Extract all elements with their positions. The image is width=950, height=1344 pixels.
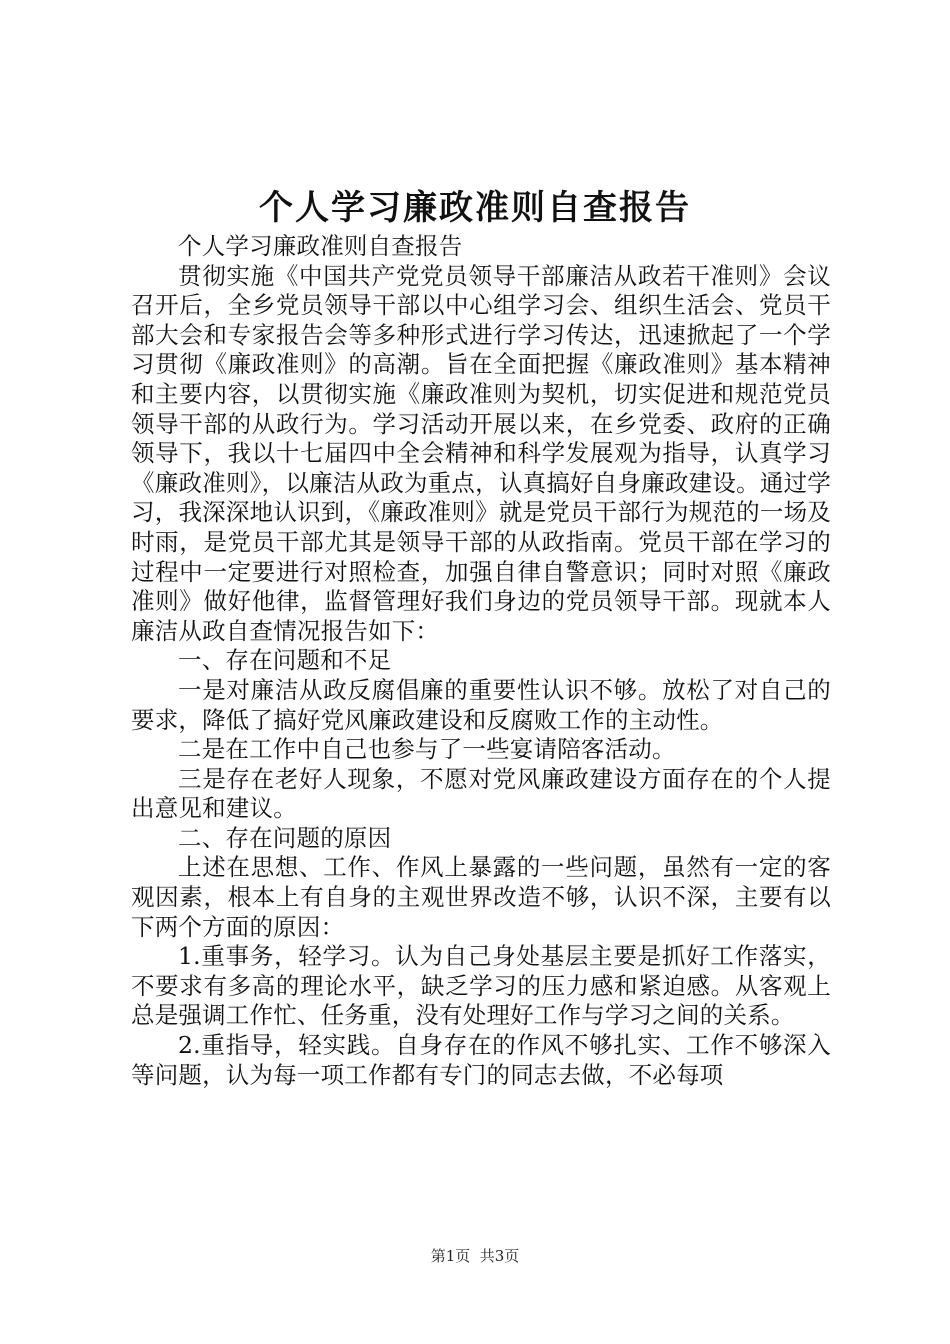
paragraph-causes-intro: 上述在思想、工作、作风上暴露的一些问题，虽然有一定的客观因素，根本上有自身的主观世界改造不够，认识不深，主要有以下两个方面的原因： <box>131 853 831 941</box>
paragraph-problem-3: 三是存在老好人现象，不愿对党风廉政建设方面存在的个人提出意见和建议。 <box>131 764 831 823</box>
paragraph-intro: 贯彻实施《中国共产党党员领导干部廉洁从政若干准则》会议召开后，全乡党员领导干部以中心组学习会、组织生活会、党员干部大会和专家报告会等多种形式进行学习传达，迅速掀起了一个学习贯彻《廉政准则》的高潮。旨在全面把握《廉政准则》基本精神和主要内容，以贯彻实施《廉政准则为契机，切实促进和规范党员领导干部的从政行为。学习活动开展以来，在乡党委、政府的正确领导下，我以十七届四中全会精神和科学发展观为指导，认真学习《廉政准则》，以廉洁从政为重点，认真搞好自身廉政建设。通过学习，我深深地认识到，《廉政准则》就是党员干部行为规范的一场及时雨，是党员干部尤其是领导干部的从政指南。党员干部在学习的过程中一定要进行对照检查，加强自律自警意识；同时对照《廉政准则》做好他律，监督管理好我们身边的党员领导干部。现就本人廉洁从政自查情况报告如下： <box>131 261 831 645</box>
page-footer <box>0 1246 950 1266</box>
paragraph-problem-2: 二是在工作中自己也参与了一些宴请陪客活动。 <box>178 735 676 764</box>
section-heading-problems: 一、存在问题和不足 <box>178 646 392 675</box>
page-number: 第1页 共3页 <box>430 1247 520 1265</box>
paragraph-problem-1: 一是对廉洁从政反腐倡廉的重要性认识不够。放松了对自己的要求，降低了搞好党风廉政建设和反腐败工作的主动性。 <box>131 675 831 734</box>
document-body <box>131 232 831 1090</box>
section-heading-causes: 二、存在问题的原因 <box>178 823 392 852</box>
paragraph-cause-2: 2.重指导，轻实践。自身存在的作风不够扎实、工作不够深入等问题，认为每一项工作都有专门的同志去做，不必每项 <box>131 1031 831 1089</box>
paragraph-subtitle: 个人学习廉政准则自查报告 <box>178 232 463 260</box>
document-title: 个人学习廉政准则自查报告 <box>259 188 691 228</box>
paragraph-cause-1: 1.重事务，轻学习。认为自己身处基层主要是抓好工作落实，不要求有多高的理论水平，缺乏学习的压力感和紧迫感。从客观上总是强调工作忙、任务重，没有处理好工作与学习之间的关系。 <box>131 942 831 1030</box>
